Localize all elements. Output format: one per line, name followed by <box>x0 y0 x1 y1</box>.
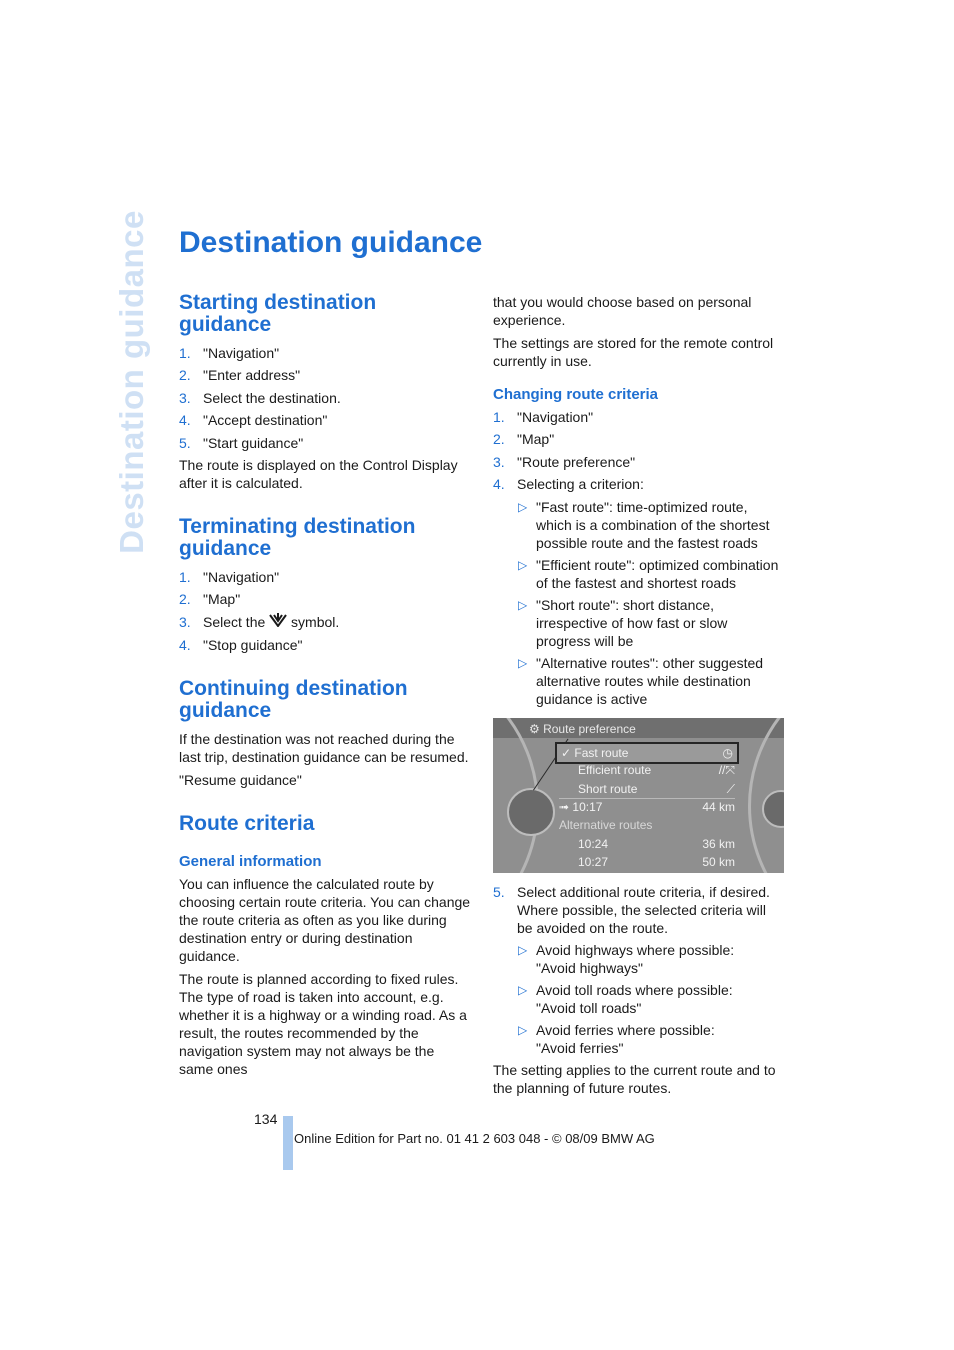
side-chapter-tab <box>112 210 152 554</box>
starting-note: The route is displayed on the Control Display after it is calculated. <box>179 456 458 491</box>
step-number: 4. <box>179 412 191 429</box>
step-text: "Enter address" <box>203 367 301 384</box>
settings-stored-text: The settings are stored for the remote control currently in use. <box>493 335 774 369</box>
step-number: 4. <box>179 637 191 654</box>
page-title: Destination guidance <box>179 226 483 259</box>
step-text: Select the destination. <box>203 389 341 406</box>
list-item <box>179 411 471 429</box>
screen-alt-dist: 36 km <box>702 836 735 851</box>
heading-general-information: General information <box>179 853 322 871</box>
list-item <box>493 430 785 448</box>
step-number: 1. <box>493 409 505 425</box>
criterion-text: "Fast route": time-optimized route, which is a combination of the shortest possible route and the fastest roads <box>536 498 770 551</box>
heading-continuing <box>179 678 471 722</box>
step-text: "Stop guidance" <box>203 637 303 654</box>
screen-row-alt-2 <box>578 853 735 871</box>
step-number: 3. <box>179 613 191 630</box>
starting-steps <box>179 344 471 452</box>
bullet-triangle-icon: ▷ <box>518 1022 528 1037</box>
list-item <box>493 408 785 426</box>
list-item <box>517 981 785 1017</box>
step-text: Select additional route criteria, if desired. Where possible, the selected criteria will be avoided on the route. <box>517 883 770 936</box>
step-text: Select the <box>203 613 266 630</box>
changing-steps <box>493 408 785 493</box>
list-item <box>179 389 471 407</box>
screen-current-dist: 44 km <box>702 799 735 814</box>
step-text: "Navigation" <box>517 409 594 425</box>
avoid-text: Avoid highways where possible: <box>536 941 735 958</box>
heading-changing-route-criteria: Changing route criteria <box>493 386 659 403</box>
check-icon: ✓ <box>561 745 575 760</box>
list-item <box>179 636 471 654</box>
footer-accent-bar <box>283 1116 293 1170</box>
route-arrow-icon: ➟ <box>559 799 573 814</box>
step-text: "Navigation" <box>203 568 280 585</box>
avoid-list <box>493 941 785 1057</box>
heading-terminating-line1: Terminating destination <box>179 514 416 538</box>
step-number: 5. <box>179 434 191 451</box>
list-item <box>517 556 785 592</box>
heading-starting <box>179 292 471 336</box>
step-number: 2. <box>493 431 505 448</box>
heading-continuing-line1: Continuing destination <box>179 677 408 701</box>
avoid-command: "Avoid highways" <box>536 959 643 976</box>
footer-edition-text: Online Edition for Part no. 01 41 2 603 048 - © 08/09 BMW AG <box>294 1131 655 1146</box>
step-number: 2. <box>179 591 191 608</box>
bullet-triangle-icon: ▷ <box>518 499 528 514</box>
list-item <box>179 434 471 452</box>
list-item <box>517 498 785 552</box>
section-starting <box>179 292 471 492</box>
list-item <box>493 453 785 471</box>
continued-text: that you would choose based on personal experience. <box>493 294 752 328</box>
list-item <box>517 1021 785 1057</box>
heading-route-criteria: Route criteria <box>179 812 315 836</box>
clock-icon: ◷ <box>722 745 733 760</box>
screen-alt-heading-label: Alternative routes <box>559 817 653 832</box>
left-column <box>179 292 471 1102</box>
step-number: 4. <box>493 476 505 493</box>
bullet-triangle-icon: ▷ <box>518 942 528 957</box>
heading-terminating-line2: guidance <box>179 536 272 560</box>
list-item <box>493 883 785 937</box>
right-column <box>493 293 785 1102</box>
avoid-text: Avoid toll roads where possible: <box>536 981 733 998</box>
step-number: 1. <box>179 568 191 585</box>
step-text: "Navigation" <box>203 345 280 361</box>
bullet-triangle-icon: ▷ <box>518 655 528 670</box>
list-item <box>493 475 785 493</box>
final-note: The setting applies to the current route and to the planning of future routes. <box>493 1061 776 1096</box>
bullet-triangle-icon: ▷ <box>518 597 528 612</box>
screen-alt-time: 10:27 <box>578 854 609 869</box>
step-five <box>493 883 785 937</box>
avoid-command: "Avoid ferries" <box>536 1039 624 1056</box>
screen-current-time: 10:17 <box>572 799 603 814</box>
page-number: 134 <box>254 1111 278 1127</box>
step-number: 3. <box>179 389 191 406</box>
settings-icon: ⚙ <box>529 721 544 736</box>
list-item <box>517 596 785 650</box>
screen-row-alt-1 <box>578 835 735 853</box>
efficient-route-icon: //⤧ <box>718 762 735 777</box>
heading-starting-line1: Starting destination <box>179 291 377 314</box>
avoid-command: "Avoid toll roads" <box>536 999 642 1016</box>
bullet-triangle-icon: ▷ <box>518 982 528 997</box>
continuing-text: If the destination was not reached during the last trip, destination guidance can be resumed. <box>179 731 469 766</box>
control-display-screenshot <box>493 718 784 873</box>
screen-alt-heading <box>559 816 652 834</box>
list-item <box>517 941 785 977</box>
step-number: 1. <box>179 345 191 361</box>
screen-header <box>529 720 636 738</box>
short-route-icon: ⟋ <box>726 781 735 796</box>
section-continuing <box>179 678 471 789</box>
step-text: Selecting a criterion: <box>517 476 644 493</box>
step-number: 5. <box>493 883 505 900</box>
continuing-command: "Resume guidance" <box>179 772 302 789</box>
heading-continuing-line2: guidance <box>179 699 272 723</box>
list-item <box>517 654 785 708</box>
step-number: 2. <box>179 367 191 384</box>
screen-fast-label: Fast route <box>574 745 629 760</box>
list-item <box>179 344 471 362</box>
criterion-text: "Efficient route": optimized combination of the fastest and shortest roads <box>536 556 779 591</box>
bullet-triangle-icon: ▷ <box>518 557 528 572</box>
step-text: "Accept destination" <box>203 412 328 429</box>
list-item <box>179 590 471 608</box>
heading-starting-line2: guidance <box>179 313 272 336</box>
step-text: "Start guidance" <box>203 434 304 451</box>
section-terminating <box>179 516 471 654</box>
step-number: 3. <box>493 453 505 470</box>
criteria-list <box>493 498 785 708</box>
stop-guidance-symbol-icon <box>269 615 287 630</box>
screen-efficient-label: Efficient route <box>578 762 652 777</box>
avoid-text: Avoid ferries where possible: <box>536 1021 715 1038</box>
screen-alt-time: 10:24 <box>578 836 609 851</box>
terminating-steps <box>179 568 471 654</box>
screen-row-current-route <box>559 798 735 816</box>
side-chapter-label: Destination guidance <box>113 210 150 554</box>
controller-knob-icon <box>507 788 555 836</box>
general-info-p2: The route is planned according to fixed rules. The type of road is taken into account, e.g. whether it is a highway or a winding road. As a result, the routes recommended by the navigation system may not always be the same ones <box>179 971 467 1078</box>
step-text: symbol. <box>291 613 340 630</box>
heading-terminating <box>179 516 471 560</box>
step-text: "Route preference" <box>517 453 636 470</box>
criterion-text: "Alternative routes": other suggested alternative routes while destination guidance is active <box>536 654 764 707</box>
general-info-p1: You can influence the calculated route by choosing certain route criteria. You can change the route criteria as often as you like during destination entry or during destination guidance. <box>179 876 471 965</box>
screen-row-short-route <box>578 780 735 798</box>
step-text: "Map" <box>517 431 555 448</box>
screen-header-label: Route preference <box>543 721 636 736</box>
screen-row-efficient-route <box>578 761 735 779</box>
criterion-text: "Short route": short distance, irrespective of how fast or slow progress will be <box>536 596 728 649</box>
screen-alt-dist: 50 km <box>702 854 735 869</box>
screen-short-label: Short route <box>578 781 638 796</box>
section-route-criteria <box>179 813 471 1078</box>
list-item <box>179 568 471 586</box>
list-item <box>179 366 471 384</box>
step-text: "Map" <box>203 591 241 608</box>
list-item <box>179 613 471 632</box>
